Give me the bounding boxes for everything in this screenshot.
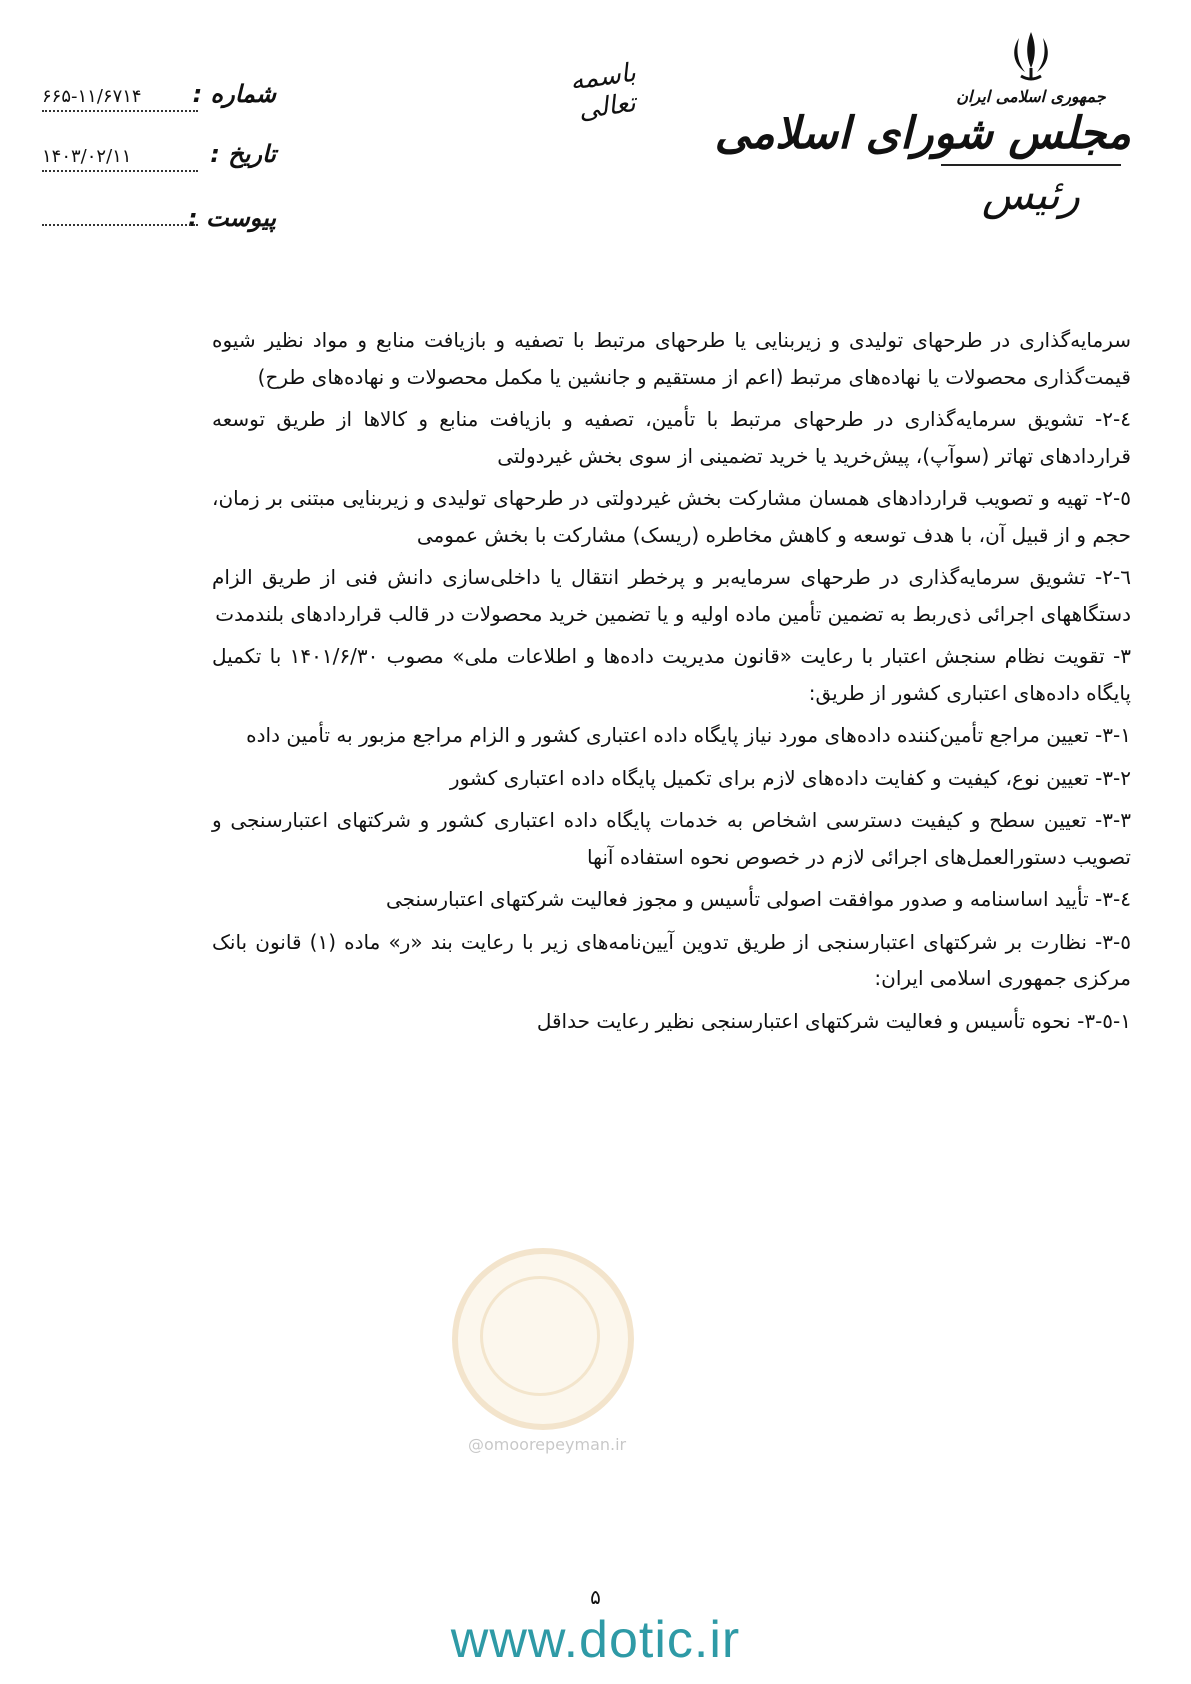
body-paragraph: ٥-٢- تهیه و تصویب قراردادهای همسان مشارکت بخش غیردولتی در طرحهای تولیدی و زیربنایی مبتنی بر زمان، حجم و از قبیل آن، با هدف توسعه و کاهش مخاطره (ریسک) مشارکت با بخش عمومی: [212, 486, 1131, 547]
date-value: ۱۴۰۳/۰۲/۱۱: [42, 146, 198, 172]
seal-watermark-icon: [452, 1248, 634, 1430]
parliament-name: مجلس شورای اسلامی: [714, 108, 1131, 159]
page-number: ۵: [590, 1585, 601, 1609]
date-label: تاریخ :: [210, 140, 276, 168]
meta-number-row: [36, 80, 276, 140]
letterhead-divider: [941, 164, 1121, 166]
body-paragraph: ٤-٢- تشویق سرمایه‌گذاری در طرحهای مرتبط با تأمین، تصفیه و بازیافت منابع و کالاها از طریق توسعه قراردادهای تهاتر (سوآپ)، پیش‌خرید یا خرید تضمینی از سوی بخش غیردولتی: [212, 407, 1131, 468]
body-paragraph: ٣- تقویت نظام سنجش اعتبار با رعایت «قانون مدیریت داده‌ها و اطلاعات ملی» مصوب ۱۴۰۱/۶/۳۰ با تکمیل پایگاه داده‌های اعتباری کشور از طریق:: [212, 644, 1131, 705]
body-paragraph: ٥-٣- نظارت بر شرکتهای اعتبارسنجی از طریق تدوین آیین‌نامه‌های زیر با رعایت بند «ر» ماده (۱) قانون بانک مرکزی جمهوری اسلامی ایران:: [212, 929, 1131, 990]
number-value: ۶۶۵-۱۱/۶۷۱۴: [42, 86, 198, 112]
meta-date-row: [36, 140, 276, 200]
invocation: باسمه تعالی: [568, 57, 638, 126]
body-paragraph: ١-٣- تعیین مراجع تأمین‌کننده داده‌های مورد نیاز پایگاه داده اعتباری کشور و الزام مراجع مزبور به تأمین داده: [246, 723, 1131, 747]
watermark-handle: @omoorepeyman.ir: [468, 1435, 627, 1454]
letter-meta: [36, 80, 276, 260]
body-paragraph: ٢-٣- تعیین نوع، کیفیت و کفایت داده‌های لازم برای تکمیل پایگاه داده اعتباری کشور: [449, 765, 1131, 790]
body-paragraph: سرمایه‌گذاری در طرحهای تولیدی و زیربنایی یا طرحهای مرتبط با تصفیه و بازیافت منابع و مواد نظیر شیوه قیمت‌گذاری محصولات یا نهاده‌های مرتبط (اعم از مستقیم و جانشین یا مکمل محصولات و نهاده‌های طرح): [212, 328, 1131, 389]
seal-inner-ring: [480, 1276, 600, 1396]
body-paragraph: ٣-٣- تعیین سطح و کیفیت دسترسی اشخاص به خدمات پایگاه داده اعتباری کشور و شرکتهای اعتبارسنجی و تصویب دستورالعمل‌های اجرائی لازم در خصوص نحوه استفاده آنها: [212, 808, 1131, 869]
letterhead: [714, 28, 1131, 219]
country-name: جمهوری اسلامی ایران: [956, 87, 1106, 106]
site-url-link[interactable]: www.dotic.ir: [450, 1611, 741, 1669]
number-label: شماره :: [192, 80, 276, 108]
office-title: رئیس: [981, 170, 1081, 219]
attachment-label: پیوست :: [188, 204, 276, 232]
body-paragraph: ١-٥-٣- نحوه تأسیس و فعالیت شرکتهای اعتبارسنجی نظیر رعایت حداقل: [536, 1008, 1131, 1033]
iran-emblem-icon: [1003, 28, 1059, 84]
body-paragraph: ٦-٢- تشویق سرمایه‌گذاری در طرحهای سرمایه‌بر و پرخطر انتقال یا داخلی‌سازی دانش فنی از طریق الزام دستگاههای اجرائی ذی‌ربط به تضمین تأمین ماده اولیه و یا تضمین خرید محصولات در قالب قراردادهای بلندمدت: [212, 565, 1131, 626]
attachment-value: [42, 200, 198, 226]
body-paragraph: ٤-٣- تأیید اساسنامه و صدور موافقت اصولی تأسیس و مجوز فعالیت شرکتهای اعتبارسنجی: [385, 887, 1131, 911]
meta-attachment-row: [36, 200, 276, 260]
letter-body: [212, 322, 1131, 1045]
